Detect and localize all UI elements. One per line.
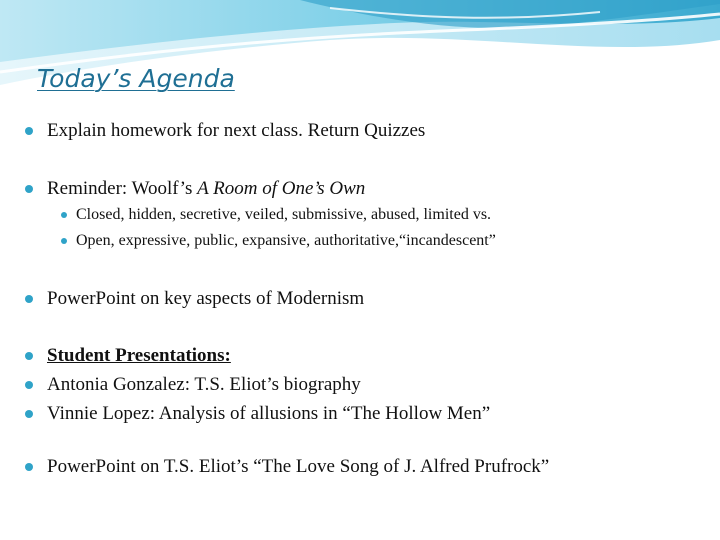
bullet-icon (25, 352, 33, 360)
bullet-icon (25, 185, 33, 193)
agenda-item-vinnie: Vinnie Lopez: Analysis of allusions in “The Hollow Men” (47, 404, 490, 423)
agenda-item-modernism: PowerPoint on key aspects of Modernism (47, 289, 364, 308)
book-title: A Room of One’s Own (197, 178, 366, 199)
bullet-icon (61, 212, 67, 218)
bullet-icon (25, 463, 33, 471)
agenda-item-homework: Explain homework for next class. Return Quizzes (47, 121, 425, 140)
bullet-icon (25, 127, 33, 135)
agenda-item-antonia: Antonia Gonzalez: T.S. Eliot’s biography (47, 375, 361, 394)
agenda-item-prufrock: PowerPoint on T.S. Eliot’s “The Love Song of J. Alfred Prufrock” (47, 457, 549, 476)
bullet-icon (25, 410, 33, 418)
agenda-item-presentations-heading: Student Presentations: (47, 346, 231, 365)
agenda-item-reminder: Reminder: Woolf’s A Room of One’s Own (47, 179, 365, 198)
bullet-icon (25, 295, 33, 303)
bullet-icon (61, 238, 67, 244)
slide-title: Today’s Agenda (37, 64, 235, 93)
agenda-subitem-closed: Closed, hidden, secretive, veiled, submissive, abused, limited vs. (76, 207, 491, 223)
agenda-subitem-open: Open, expressive, public, expansive, authoritative,“incandescent” (76, 233, 496, 249)
bullet-icon (25, 381, 33, 389)
